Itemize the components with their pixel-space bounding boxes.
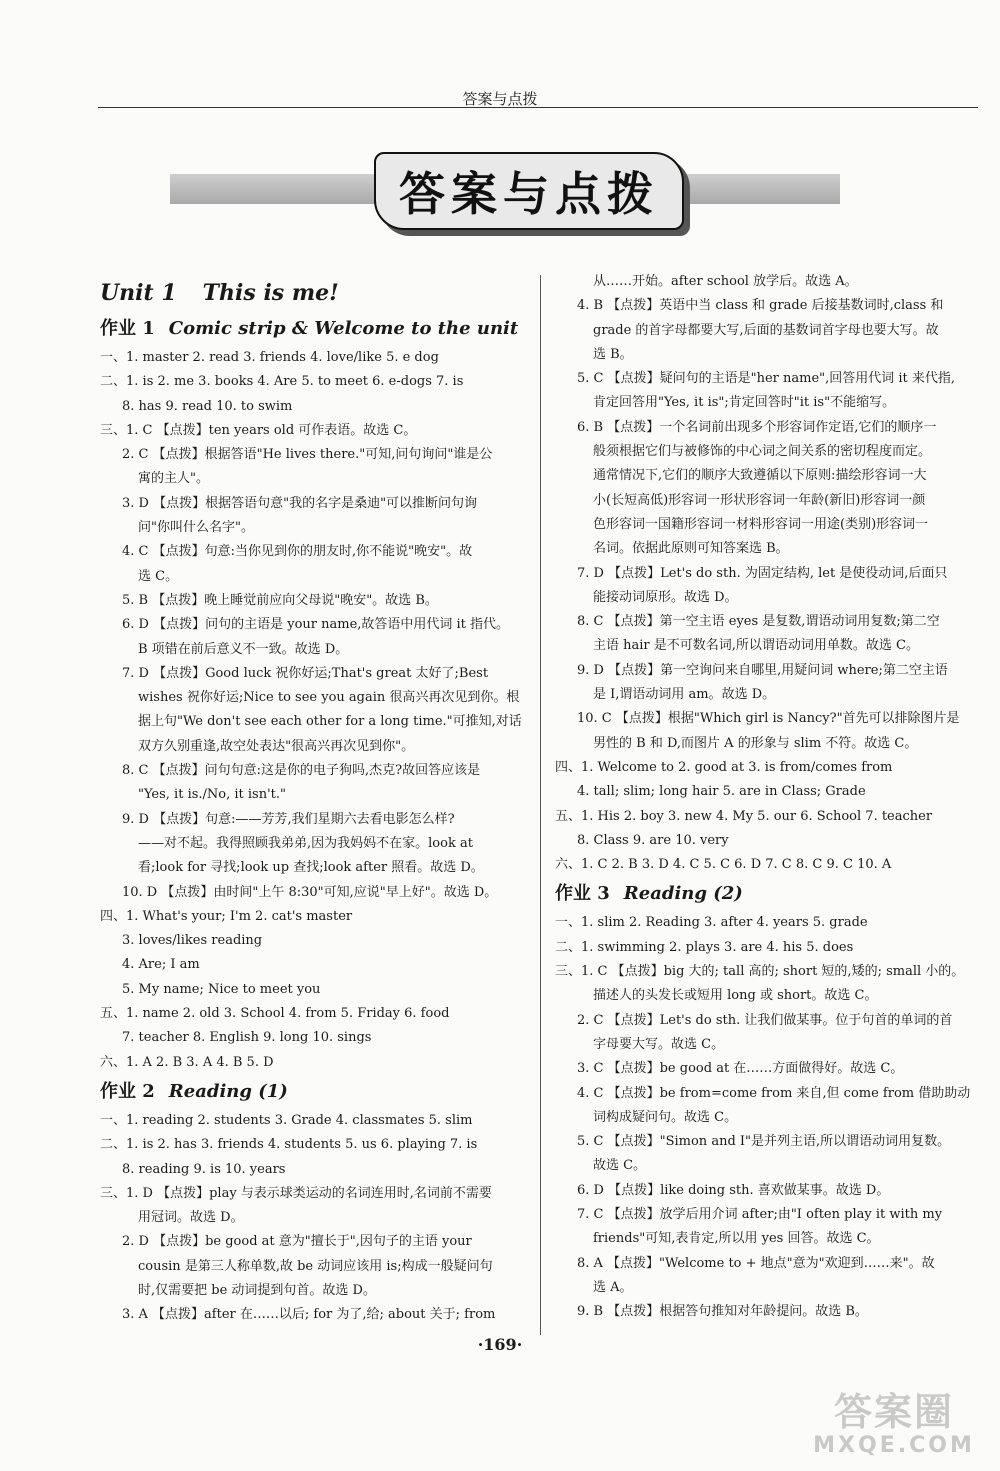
answer-line: 2. D 【点拨】be good at 意为"擅长于",因句子的主语 your xyxy=(122,1234,472,1250)
answer-line: 8. has 9. read 10. to swim xyxy=(122,398,293,414)
answer-line: 双方久别重逢,故空处表达"很高兴再次见到你"。 xyxy=(138,738,415,754)
answer-line: 7. D 【点拨】Let's do sth. 为固定结构, let 是使役动词,后面只 xyxy=(577,565,948,581)
answer-line: 三、1. D 【点拨】play 与表示球类运动的名词连用时,名词前不需要 xyxy=(100,1185,492,1201)
answer-line: 10. D 【点拨】由时间"上午 8:30"可知,应说"早上好"。故选 D。 xyxy=(122,884,498,900)
answer-line: 一、1. slim 2. Reading 3. after 4. years 5. grade xyxy=(555,915,868,931)
section-tag: 作业 2 xyxy=(100,1080,155,1102)
answer-line: 二、1. swimming 2. plays 3. are 4. his 5. does xyxy=(555,939,854,955)
answer-line: 5. C 【点拨】疑问句的主语是"her name",回答用代词 it 来代指, xyxy=(577,371,956,387)
answer-line: 能接动词原形。故选 D。 xyxy=(593,589,738,605)
answer-line: 10. C 【点拨】根据"Which girl is Nancy?"首先可以排除图片是 xyxy=(577,711,960,727)
answer-line: 8. reading 9. is 10. years xyxy=(122,1161,286,1177)
section-tag: 作业 1 xyxy=(100,318,155,339)
answer-line: 8. C 【点拨】问句句意:这是你的电子狗吗,杰克?故回答应该是 xyxy=(122,763,481,779)
left-column xyxy=(100,270,525,1328)
answer-line: 名词。依据此原则可知答案选 B。 xyxy=(593,541,789,557)
answer-line: 五、1. His 2. boy 3. new 4. My 5. our 6. School 7. teacher xyxy=(555,808,933,824)
answer-line: 五、1. name 2. old 3. School 4. from 5. Friday 6. food xyxy=(100,1006,450,1022)
answer-line: 3. D 【点拨】根据答语句意"我的名字是桑迪"可以推断问句询 xyxy=(122,495,478,511)
answer-line: 5. My name; Nice to meet you xyxy=(122,981,321,997)
answer-line: 三、1. C 【点拨】big 大的; tall 高的; short 短的,矮的; small 小的。 xyxy=(555,964,965,980)
answer-line: friends"可知,表肯定,所以用 yes 回答。故选 C。 xyxy=(593,1231,880,1247)
answer-line: 二、1. is 2. has 3. friends 4. students 5. us 6. playing 7. is xyxy=(100,1137,478,1153)
answer-line: 寓的主人"。 xyxy=(138,471,209,487)
section-heading-2 xyxy=(100,1077,525,1107)
answer-line: wishes 祝你好运;Nice to see you again 很高兴再次见到你。根 xyxy=(138,690,520,706)
answer-line: 问"你叫什么名字"。 xyxy=(138,520,254,536)
answer-line: 5. C 【点拨】"Simon and I"是并列主语,所以谓语动词用复数。 xyxy=(577,1134,951,1150)
answer-line: 2. C 【点拨】根据答语"He lives there."可知,问句询问"谁是公 xyxy=(122,447,493,463)
answer-line: 是 I,谓语动词用 am。故选 D。 xyxy=(593,687,776,703)
answer-line: 六、1. A 2. B 3. A 4. B 5. D xyxy=(100,1054,274,1070)
answer-line: 8. C 【点拨】第一空主语 eyes 是复数,谓语动词用复数;第二空 xyxy=(577,614,940,630)
unit-title: This is me! xyxy=(202,280,339,306)
answer-line: 通常情况下,它们的顺序大致遵循以下原则:描绘形容词一大 xyxy=(593,468,927,484)
banner-title: 答案与点拨 xyxy=(399,167,659,221)
answer-line: 4. Are; I am xyxy=(122,957,200,973)
answer-line: B 项错在前后意义不一致。故选 D。 xyxy=(138,641,349,657)
answer-line: 2. C 【点拨】Let's do sth. 让我们做某事。位于句首的单词的首 xyxy=(577,1012,953,1028)
right-column xyxy=(555,270,980,1324)
answer-line: 四、1. Welcome to 2. good at 3. is from/comes from xyxy=(555,759,893,775)
header-rule xyxy=(98,107,978,108)
answer-line: 肯定回答用"Yes, it is";肯定回答时"it is"不能缩写。 xyxy=(593,395,896,411)
answer-line: 时,仅需要把 be 动词提到句首。故选 D。 xyxy=(138,1282,376,1298)
unit-label: Unit 1 xyxy=(100,280,177,306)
answer-line: 选 A。 xyxy=(593,1279,633,1295)
unit-heading xyxy=(100,276,525,310)
answer-line: 4. C 【点拨】句意:当你见到你的朋友时,你不能说"晚安"。故 xyxy=(122,544,473,560)
answer-line: 三、1. C 【点拨】ten years old 可作表语。故选 C。 xyxy=(100,422,417,438)
answer-line: 用冠词。故选 D。 xyxy=(138,1210,244,1226)
answer-line: 4. tall; slim; long hair 5. are in Class; Grade xyxy=(577,784,866,800)
answer-line: 般须根据它们与被修饰的中心词之间关系的密切程度而定。 xyxy=(593,444,932,460)
section-name: Comic strip & Welcome to the unit xyxy=(168,318,519,339)
section-name: Reading (2) xyxy=(623,883,743,905)
answer-line: 色形容词一国籍形容词一材料形容词一用途(类别)形容词一 xyxy=(593,516,929,532)
answer-line: 男性的 B 和 D,而图片 A 的形象与 slim 不符。故选 C。 xyxy=(593,735,918,751)
answer-line: 选 C。 xyxy=(138,568,179,584)
answer-line: 故选 C。 xyxy=(593,1158,647,1174)
answer-line: 4. B 【点拨】英语中当 class 和 grade 后接基数词时,class 和 xyxy=(577,298,944,314)
answer-line: 选 B。 xyxy=(593,346,633,362)
running-header: 答案与点拨 xyxy=(462,90,538,108)
answer-line: 4. C 【点拨】be from=come from 来自,但 come from 借助助动 xyxy=(577,1085,971,1101)
answer-line: 词构成疑问句。故选 C。 xyxy=(593,1109,738,1125)
answer-line: 8. Class 9. are 10. very xyxy=(577,832,729,848)
answer-line: 6. D 【点拨】问句的主语是 your name,故答语中用代词 it 指代。 xyxy=(122,617,510,633)
section-name: Reading (1) xyxy=(168,1080,288,1102)
section-tag: 作业 3 xyxy=(555,883,610,905)
banner-title-box xyxy=(374,152,684,230)
answer-line: 字母要大写。故选 C。 xyxy=(593,1036,725,1052)
answer-line: 六、1. C 2. B 3. D 4. C 5. C 6. D 7. C 8. C 9. C 10. A xyxy=(555,857,892,873)
section-heading-1 xyxy=(100,314,525,344)
watermark-text: 答案圈 xyxy=(833,1390,954,1434)
answer-line: 描述人的头发长或短用 long 或 short。故选 C。 xyxy=(593,988,878,1004)
answer-line: 6. B 【点拨】一个名词前出现多个形容词作定语,它们的顺序一 xyxy=(577,419,937,435)
answer-line: 据上句"We don't see each other for a long time."可推知,对话 xyxy=(138,714,522,730)
answer-line: 5. B 【点拨】晚上睡觉前应向父母说"晚安"。故选 B。 xyxy=(122,592,438,608)
answer-line: 9. B 【点拨】根据答句推知对年龄提问。故选 B。 xyxy=(577,1304,868,1320)
answer-line: 小(长短高低)形容词一形状形容词一年龄(新旧)形容词一颜 xyxy=(593,492,926,508)
answer-line: 9. D 【点拨】句意:——芳芳,我们星期六去看电影怎么样? xyxy=(122,811,455,827)
answer-line: grade 的首字母都要大写,后面的基数词首字母也要大写。故 xyxy=(593,322,939,338)
answer-line: 二、1. is 2. me 3. books 4. Are 5. to meet 6. e-dogs 7. is xyxy=(100,374,464,390)
watermark-logo xyxy=(804,1390,984,1462)
answer-line: 7. teacher 8. English 9. long 10. sings xyxy=(122,1030,372,1046)
answer-line: 四、1. What's your; I'm 2. cat's master xyxy=(100,908,353,924)
answer-line: 9. D 【点拨】第一空询问来自哪里,用疑问词 where;第二空主语 xyxy=(577,662,948,678)
page-number: ·169· xyxy=(477,1335,523,1354)
watermark-url: MXQE.COM xyxy=(813,1433,975,1458)
answer-line: 7. D 【点拨】Good luck 祝你好运;That's great 太好了;Best xyxy=(122,665,489,681)
answer-line: 3. A 【点拨】after 在……以后; for 为了,给; about 关于; from xyxy=(122,1307,496,1323)
answer-line: cousin 是第三人称单数,故 be 动词应该用 is;构成一般疑问句 xyxy=(138,1258,493,1274)
answer-line: 6. D 【点拨】like doing sth. 喜欢做某事。故选 D。 xyxy=(577,1182,890,1198)
answer-line: 3. C 【点拨】be good at 在……方面做得好。故选 C。 xyxy=(577,1061,904,1077)
answer-line: 一、1. master 2. read 3. friends 4. love/like 5. e dog xyxy=(100,350,439,365)
column-divider xyxy=(540,275,541,1335)
answer-line: ——对不起。我得照顾我弟弟,因为我妈妈不在家。look at xyxy=(138,835,473,851)
answer-line: 主语 hair 是不可数名词,所以谓语动词用单数。故选 C。 xyxy=(593,638,919,654)
answer-line: 一、1. reading 2. students 3. Grade 4. classmates 5. slim xyxy=(100,1112,473,1128)
answer-line: 3. loves/likes reading xyxy=(122,933,263,949)
answer-line: 看;look for 寻找;look up 查找;look after 照看。故选 D。 xyxy=(138,860,484,876)
answer-line: 从……开始。after school 放学后。故选 A。 xyxy=(593,274,858,289)
answer-line: "Yes, it is./No, it isn't." xyxy=(138,787,287,803)
answer-line: 8. A 【点拨】"Welcome to + 地点"意为"欢迎到……来"。故 xyxy=(577,1255,935,1271)
section-heading-3 xyxy=(555,879,980,909)
answer-line: 7. C 【点拨】放学后用介词 after;由"I often play it with my xyxy=(577,1206,943,1222)
